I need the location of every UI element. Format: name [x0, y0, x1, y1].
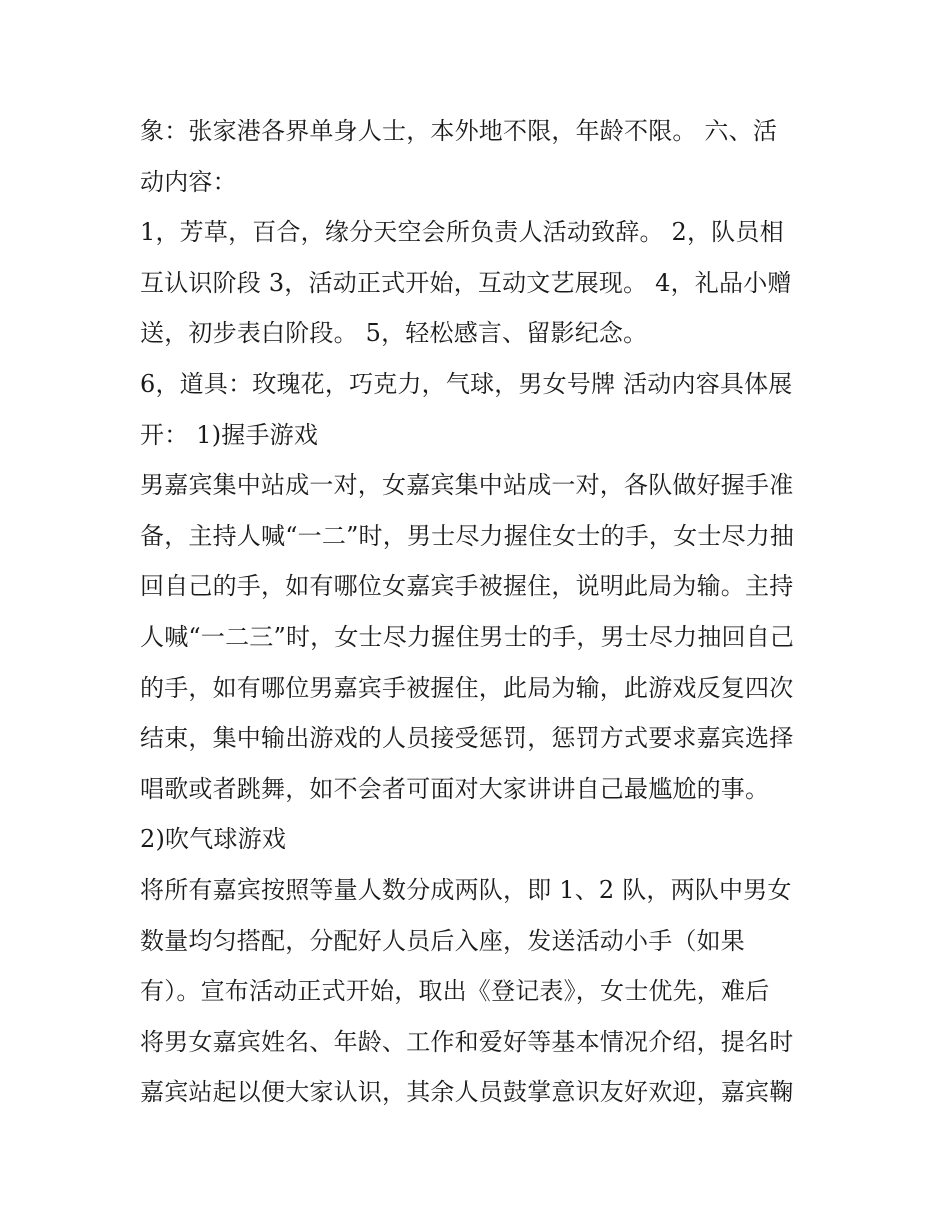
- text-line: 送，初步表白阶段。 5，轻松感言、留影纪念。: [140, 319, 648, 348]
- text-line: 6，道具：玫瑰花，巧克力，气球，男女号牌 活动内容具体展: [140, 369, 793, 398]
- text-line: 1，芳草，百合，缘分天空会所负责人活动致辞。 2，队员相: [140, 218, 784, 247]
- text-line: 有）。宣布活动正式开始，取出《登记表》，女士优先，难后: [140, 977, 770, 1006]
- document-body: [140, 106, 820, 1118]
- text-line: 互认识阶段 3，活动正式开始，互动文艺展现。 4，礼品小赠: [140, 268, 792, 297]
- text-line: 嘉宾站起以便大家认识，其余人员鼓掌意识友好欢迎，嘉宾鞠: [140, 1078, 794, 1107]
- text-line: 将男女嘉宾姓名、年龄、工作和爱好等基本情况介绍，提名时: [140, 1027, 794, 1056]
- text-line: 将所有嘉宾按照等量人数分成两队，即 1、2 队，两队中男女: [140, 875, 792, 904]
- text-line: 的手，如有哪位男嘉宾手被握住，此局为输，此游戏反复四次: [140, 673, 794, 702]
- text-line: 备，主持人喊“一二”时，男士尽力握住女士的手，女士尽力抽: [140, 521, 795, 550]
- text-line: 动内容：: [140, 167, 237, 196]
- text-line: 男嘉宾集中站成一对，女嘉宾集中站成一对，各队做好握手准: [140, 471, 794, 500]
- text-line: 唱歌或者跳舞，如不会者可面对大家讲讲自己最尴尬的事。: [140, 774, 770, 803]
- text-line: 结束，集中输出游戏的人员接受惩罚，惩罚方式要求嘉宾选择: [140, 724, 794, 753]
- text-line: 象：张家港各界单身人士，本外地不限，年龄不限。 六、活: [140, 117, 778, 145]
- text-line: 2)吹气球游戏: [140, 825, 287, 854]
- text-line: 数量均匀搭配，分配好人员后入座，发送活动小手（如果: [140, 926, 745, 955]
- text-line: 人喊“一二三”时，女士尽力握住男士的手，男士尽力抽回自己: [140, 622, 795, 651]
- text-line: 开： 1)握手游戏: [140, 420, 319, 449]
- text-line: 回自己的手，如有哪位女嘉宾手被握住，说明此局为输。主持: [140, 572, 794, 601]
